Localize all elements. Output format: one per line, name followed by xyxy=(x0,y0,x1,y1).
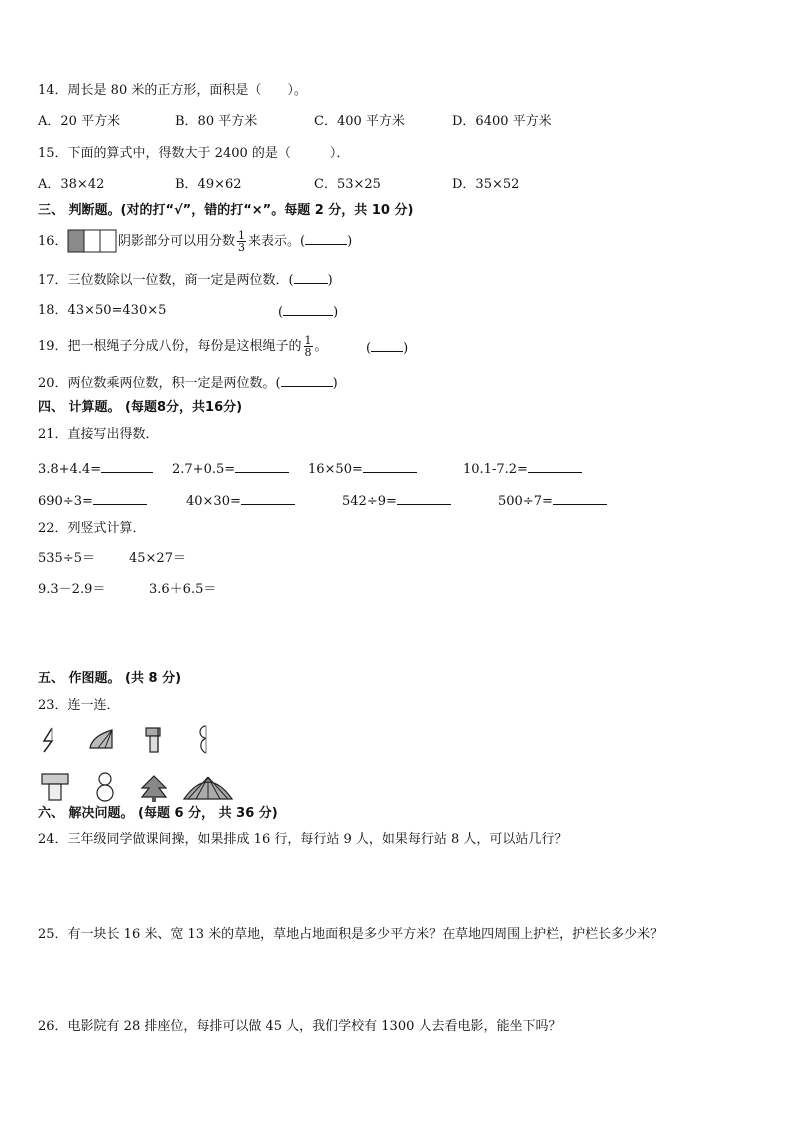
question-25: 25．有一块长 16 米、宽 13 米的草地，草地占地面积是多少平方米？在草地四周围上护栏，护栏长多少米？ xyxy=(38,927,664,942)
question-14: 14．周长是 80 米的正方形，面积是（ ）。 xyxy=(38,83,307,98)
q16-number: 16． xyxy=(38,234,68,249)
answer-blank-17[interactable] xyxy=(294,271,328,284)
answer-blank[interactable] xyxy=(235,460,289,473)
half-lightning-icon xyxy=(40,726,60,754)
q16-close-paren: ) xyxy=(347,234,353,249)
q20-text: 20．两位数乘两位数，积一定是两位数。( xyxy=(38,376,281,391)
q15-option-b: B．49×62 xyxy=(175,177,242,192)
question-16 xyxy=(38,233,68,251)
fraction-one-eighth xyxy=(304,335,313,358)
house-icon xyxy=(40,772,70,802)
calc-item xyxy=(38,460,153,478)
q19-close-paren: ) xyxy=(403,341,409,356)
calc-expression: 16×50= xyxy=(308,462,363,477)
question-17 xyxy=(38,271,333,289)
calc-item xyxy=(38,492,147,510)
calc-expression: 40×30= xyxy=(186,494,241,509)
answer-blank[interactable] xyxy=(241,492,295,505)
answer-blank-18[interactable] xyxy=(283,303,333,316)
answer-blank-20[interactable] xyxy=(281,374,333,387)
calc-item xyxy=(172,460,289,478)
umbrella-icon xyxy=(182,773,234,801)
answer-blank[interactable] xyxy=(101,460,153,473)
answer-blank-19[interactable] xyxy=(371,339,403,352)
q18-answer xyxy=(278,303,338,321)
answer-blank[interactable] xyxy=(397,492,451,505)
q19-answer xyxy=(366,339,408,357)
fraction-numerator: 1 xyxy=(238,229,246,242)
question-26: 26．电影院有 28 排座位，每排可以做 45 人，我们学校有 1300 人去看电影，能坐下吗？ xyxy=(38,1019,562,1034)
section-6-heading: 六、 解决问题。 (每题 6 分， 共 36 分) xyxy=(38,806,278,821)
calc-item xyxy=(498,492,607,510)
q15-option-a: A．38×42 xyxy=(38,177,105,192)
question-20 xyxy=(38,374,338,392)
question-22: 22．列竖式计算． xyxy=(38,521,146,536)
answer-blank[interactable] xyxy=(363,460,417,473)
snowman-icon xyxy=(94,771,116,803)
vertical-calc-expression: 45×27＝ xyxy=(129,551,186,566)
q16-text-before: 阴影部分可以用分数 xyxy=(118,234,236,249)
q18-close-paren: ) xyxy=(333,305,339,320)
half-snowman-icon xyxy=(196,724,212,754)
fraction-one-third xyxy=(237,230,246,253)
q14-option-b: B．80 平方米 xyxy=(175,114,258,129)
calc-item xyxy=(342,492,451,510)
answer-blank[interactable] xyxy=(553,492,607,505)
fraction-numerator: 1 xyxy=(304,334,312,347)
q19-text-after: 。 xyxy=(314,339,328,354)
question-23: 23．连一连． xyxy=(38,698,120,713)
section-5-heading: 五、 作图题。 (共 8 分) xyxy=(38,671,182,686)
calc-expression: 500÷7= xyxy=(498,494,553,509)
calc-expression: 542÷9= xyxy=(342,494,397,509)
q14-option-a: A．20 平方米 xyxy=(38,114,121,129)
q16-statement xyxy=(118,228,352,256)
question-18: 18．43×50=430×5 xyxy=(38,303,167,318)
q19-open-paren: ( xyxy=(366,341,372,356)
q14-option-c: C．400 平方米 xyxy=(314,114,405,129)
calc-expression: 690÷3= xyxy=(38,494,93,509)
vertical-calc-expression: 535÷5＝ xyxy=(38,551,95,566)
q20-close-paren: ) xyxy=(332,376,338,391)
tree-icon xyxy=(139,773,169,803)
q14-option-d: D．6400 平方米 xyxy=(452,114,552,129)
question-21: 21．直接写出得数． xyxy=(38,427,159,442)
q15-option-d: D．35×52 xyxy=(452,177,520,192)
calc-item xyxy=(186,492,295,510)
question-24: 24．三年级同学做课间操，如果排成 16 行，每行站 9 人，如果每行站 8 人，可以站几行？ xyxy=(38,832,568,847)
half-umbrella-icon xyxy=(86,726,114,752)
q15-option-c: C．53×25 xyxy=(314,177,381,192)
question-19 xyxy=(38,333,328,361)
calc-item xyxy=(308,460,417,478)
section-3-heading: 三、 判断题。(对的打“√”，错的打“×”。每题 2 分，共 10 分) xyxy=(38,203,414,218)
fraction-denominator: 3 xyxy=(238,241,246,254)
q18-open-paren: ( xyxy=(278,305,284,320)
calc-expression: 2.7+0.5= xyxy=(172,462,236,477)
answer-blank[interactable] xyxy=(528,460,582,473)
calc-expression: 10.1-7.2= xyxy=(463,462,528,477)
q17-text: 17．三位数除以一位数，商一定是两位数．( xyxy=(38,273,294,288)
answer-blank-16[interactable] xyxy=(305,232,347,245)
q17-close-paren: ) xyxy=(327,273,333,288)
half-house-icon xyxy=(142,726,164,754)
q19-text-before: 19．把一根绳子分成八份，每份是这根绳子的 xyxy=(38,339,302,354)
q16-text-after: 来表示。( xyxy=(248,234,306,249)
fraction-denominator: 8 xyxy=(304,346,312,359)
shaded-bar-figure xyxy=(67,229,117,253)
calc-item xyxy=(463,460,582,478)
vertical-calc-expression: 3.6＋6.5＝ xyxy=(149,582,217,597)
question-15: 15．下面的算式中，得数大于 2400 的是（ ）． xyxy=(38,146,350,161)
section-4-heading: 四、 计算题。 (每题8分，共16分) xyxy=(38,400,243,415)
calc-expression: 3.8+4.4= xyxy=(38,462,102,477)
answer-blank[interactable] xyxy=(93,492,147,505)
vertical-calc-expression: 9.3－2.9＝ xyxy=(38,582,106,597)
